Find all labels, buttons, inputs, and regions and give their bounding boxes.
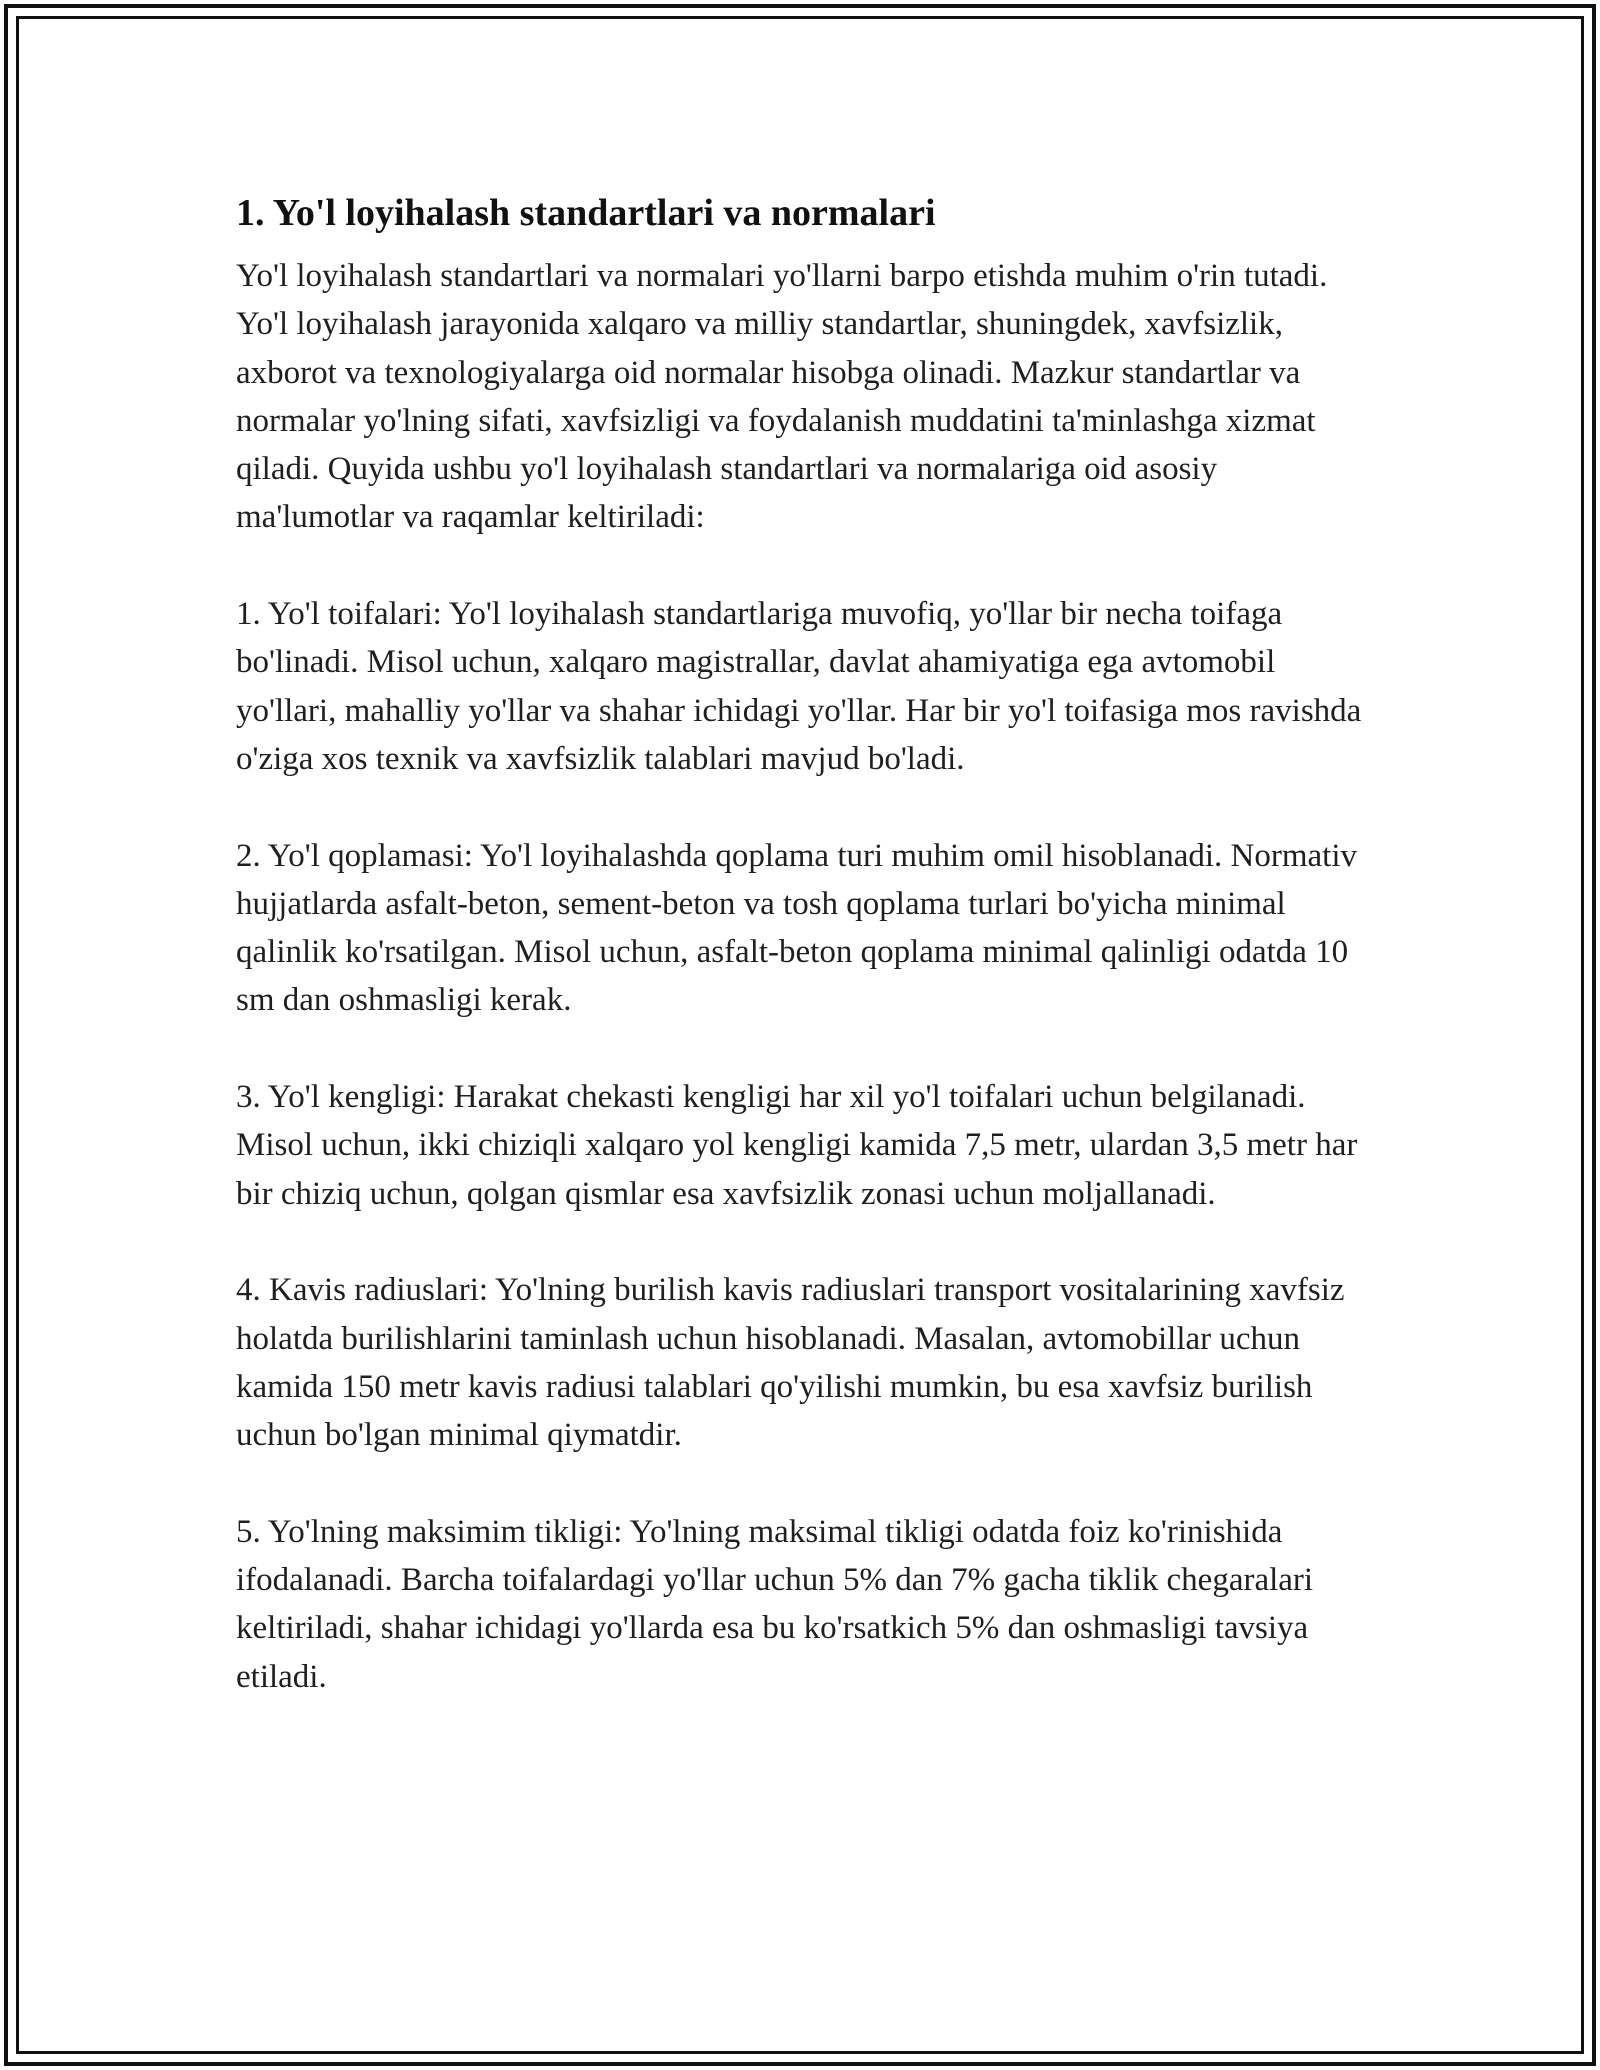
paragraph-road-width: 3. Yo'l kengligi: Harakat chekasti kengligi har xil yo'l toifalari uchun belgilanadi. Misol uchun, ikki chiziqli xalqaro yol kengligi kamida 7,5 metr, ulardan 3,5 metr har bir chiziq uchun, qolgan qismlar esa xavfsizlik zonasi uchun moljallanadi.: [236, 1079, 1358, 1212]
paragraph-curve-radii: 4. Kavis radiuslari: Yo'lning burilish kavis radiuslari transport vositalarining xavfsiz holatda burilishlarini taminlash uchun hisoblanadi. Masalan, avtomobillar uchun kamida 150 metr kavis radiusi talablari qo'yilishi mumkin, bu esa xavfsiz burilish uchun bo'lgan minimal qiymatdir.: [236, 1272, 1345, 1454]
paragraph-max-gradient: 5. Yo'lning maksimim tikligi: Yo'lning maksimal tikligi odatda foiz ko'rinishida ifodalanadi. Barcha toifalardagi yo'llar uchun 5% dan 7% gacha tiklik chegaralari keltiriladi, shahar ichidagi yo'llarda esa bu ko'rsatkich 5% dan oshmasligi tavsiya etiladi.: [236, 1513, 1314, 1695]
paragraph-road-categories: 1. Yo'l toifalari: Yo'l loyihalash standartlariga muvofiq, yo'llar bir necha toifaga bo'linadi. Misol uchun, xalqaro magistrallar, davlat ahamiyatiga ega avtomobil yo'llari, mahalliy yo'llar va shahar ichidagi yo'llar. Har bir yo'l toifasiga mos ravishda o'ziga xos texnik va xavfsizlik talablari mavjud bo'ladi.: [236, 596, 1362, 777]
intro-paragraph: Yo'l loyihalash standartlari va normalari yo'llarni barpo etishda muhim o'rin tutadi. Yo'l loyihalash jarayonida xalqaro va milliy standartlar, shuningdek, xavfsizlik, axborot va texnologiyalarga oid normalar hisobga olinadi. Mazkur standartlar va normalar yo'lning sifati, xavfsizligi va foydalanish muddatini ta'minlashga xizmat qiladi. Quyida ushbu yo'l loyihalash standartlari va normalariga oid asosiy ma'lumotlar va raqamlar keltiriladi:: [236, 258, 1328, 536]
document-title: 1. Yo'l loyihalash standartlari va normalari: [236, 192, 936, 234]
document-body: [236, 186, 1376, 1749]
paragraph-road-surface: 2. Yo'l qoplamasi: Yo'l loyihalashda qoplama turi muhim omil hisoblanadi. Normativ hujjatlarda asfalt-beton, sement-beton va tosh qoplama turlari bo'yicha minimal qalinlik ko'rsatilgan. Misol uchun, asfalt-beton qoplama minimal qalinligi odatda 10 sm dan oshmasligi kerak.: [236, 837, 1358, 1019]
